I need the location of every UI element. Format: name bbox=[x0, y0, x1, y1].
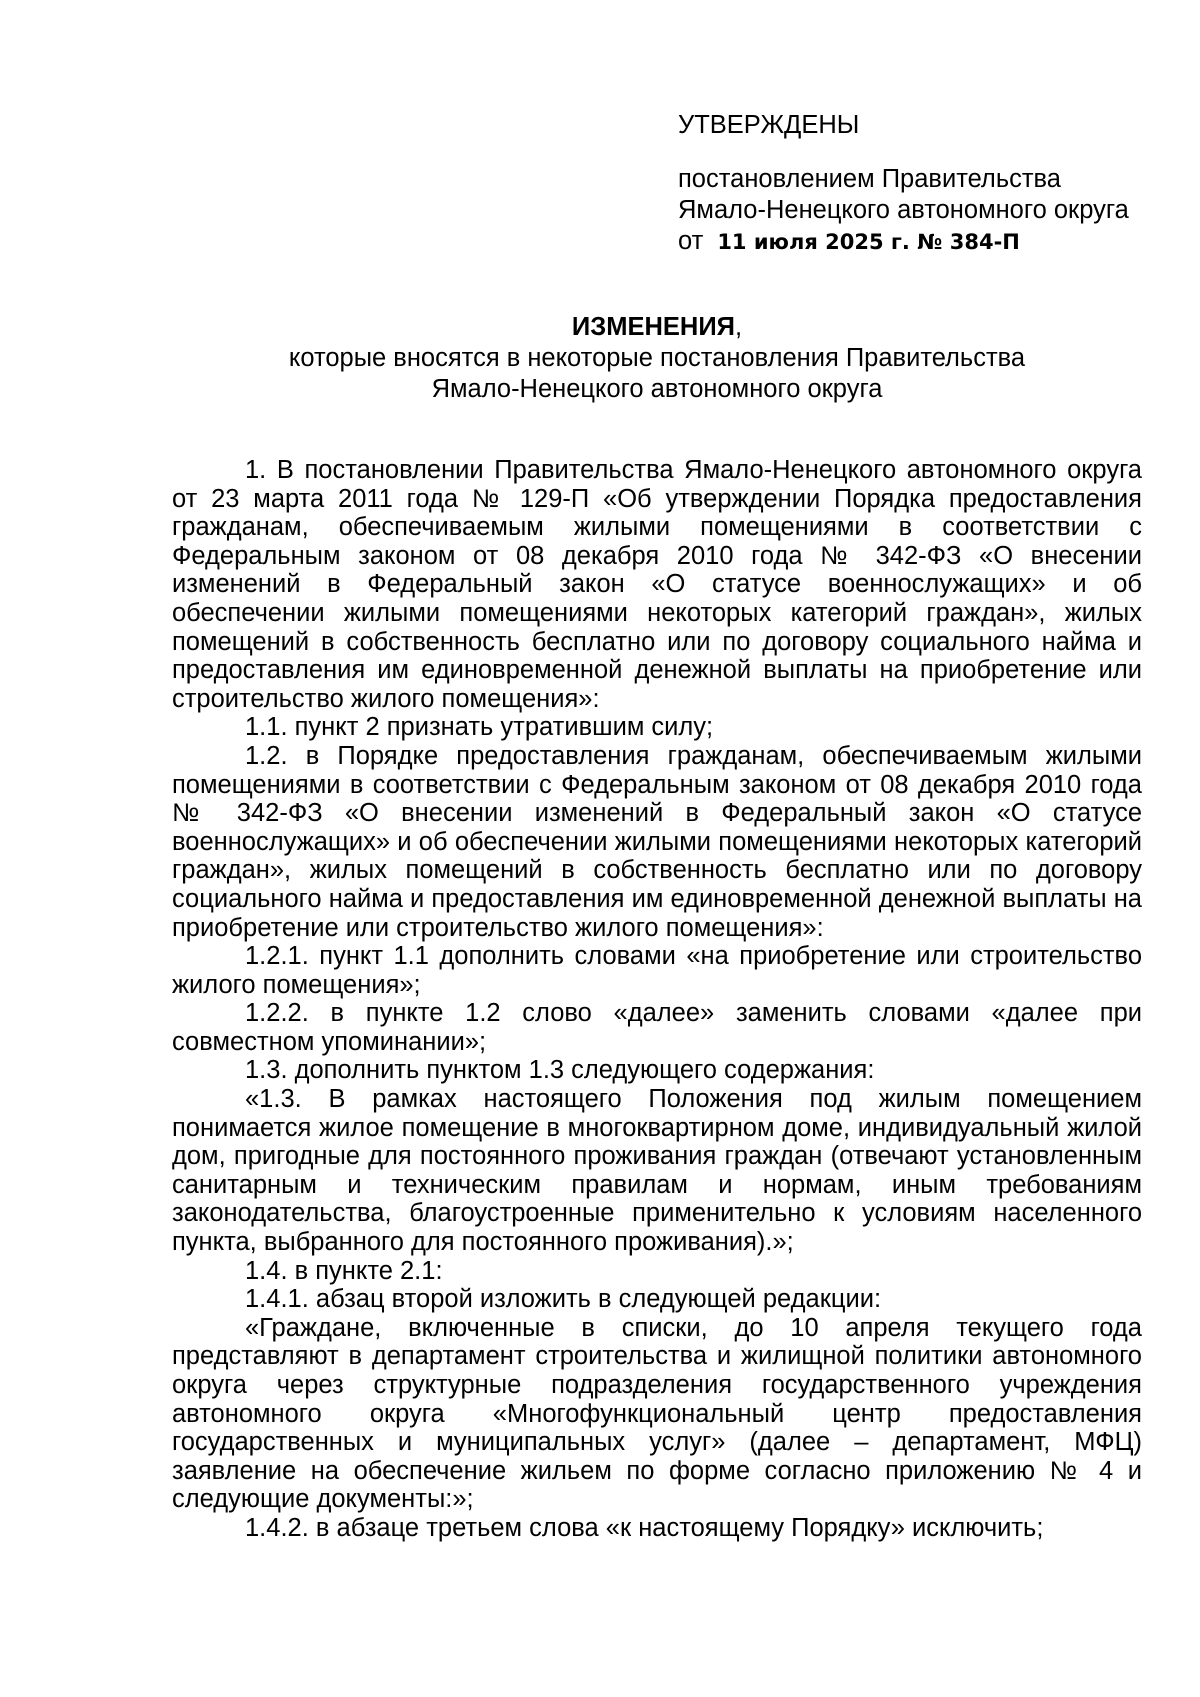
document-heading bbox=[172, 312, 1142, 405]
approval-date-line bbox=[678, 226, 1178, 258]
heading-subtitle-line-2: Ямало-Ненецкого автономного округа bbox=[431, 375, 883, 403]
paragraph-1-4-1: 1.4.1. абзац второй изложить в следующей редакции: bbox=[245, 1285, 882, 1314]
heading-title-suffix: , bbox=[734, 313, 743, 341]
approval-line-2: Ямало-Ненецкого автономного округа bbox=[678, 196, 1129, 224]
document-body bbox=[172, 456, 1142, 1543]
approval-date-value: 11 июля 2025 г. № 384-П bbox=[717, 230, 1020, 254]
approval-title: УТВЕРЖДЕНЫ bbox=[678, 111, 860, 139]
approval-block bbox=[678, 110, 1178, 258]
heading-title-line bbox=[172, 312, 1142, 343]
approval-date-prefix: от bbox=[678, 227, 704, 255]
paragraph-1-4: 1.4. в пункте 2.1: bbox=[245, 1256, 443, 1285]
paragraph-1-2: 1.2. в Порядке предоставления гражданам, обеспечиваемым жилыми помещениями в соответствии с Федеральным законом от 08 декабря 2010 года № 342-ФЗ «О внесении изменений в Федеральный закон «О статусе военнослужащих» и об обеспечении жилыми помещениями некоторых категорий граждан», жилых помещений в собственность бесплатно или по договору социального найма и предоставления им единовременной денежной выплаты на приобретение или строительство жилого помещения»: bbox=[172, 741, 1142, 942]
paragraph-1-4-2: 1.4.2. в абзаце третьем слова «к настоящему Порядку» исключить; bbox=[245, 1513, 1044, 1542]
paragraph-1-3-text: «1.3. В рамках настоящего Положения под жилым помещением понимается жилое помещение в многоквартирном доме, индивидуальный жилой дом, пригодные для постоянного проживания граждан (отвечают установленным санитарным и техническим правилам и нормам, иным требованиям законодательства, благоустроенные применительно к условиям населенного пункта, выбранного для постоянного проживания).»; bbox=[172, 1085, 1142, 1257]
heading-title: ИЗМЕНЕНИЯ bbox=[571, 313, 735, 341]
paragraph-1-1: 1.1. пункт 2 признать утратившим силу; bbox=[245, 713, 714, 742]
approval-line-1: постановлением Правительства bbox=[678, 165, 1061, 193]
paragraph-1: 1. В постановлении Правительства Ямало-Ненецкого автономного округа от 23 марта 2011 года № 129-П «Об утверждении Порядка предоставления гражданам, обеспечиваемым жилыми помещениями в соответствии с Федеральным законом от 08 декабря 2010 года № 342-ФЗ «О внесении изменений в Федеральный закон «О статусе военнослужащих» и об обеспечении жилыми помещениями некоторых категорий граждан», жилых помещений в собственность бесплатно или по договору социального найма и предоставления им единовременной денежной выплаты на приобретение или строительство жилого помещения»: bbox=[172, 456, 1142, 713]
paragraph-1-4-1-text: «Граждане, включенные в списки, до 10 апреля текущего года представляют в департамент строительства и жилищной политики автономного округа через структурные подразделения государственного учреждения автономного округа «Многофункциональный центр предоставления государственных и муниципальных услуг» (далее – департамент, МФЦ) заявление на обеспечение жильем по форме согласно приложению № 4 и следующие документы:»; bbox=[172, 1313, 1142, 1514]
paragraph-1-3: 1.3. дополнить пунктом 1.3 следующего содержания: bbox=[245, 1056, 875, 1085]
paragraph-1-2-1: 1.2.1. пункт 1.1 дополнить словами «на приобретение или строительство жилого помещения»; bbox=[172, 942, 1142, 999]
heading-subtitle-line-1: которые вносятся в некоторые постановления Правительства bbox=[288, 344, 1026, 372]
paragraph-1-2-2: 1.2.2. в пункте 1.2 слово «далее» заменить словами «далее при совместном упоминании»; bbox=[172, 999, 1142, 1056]
